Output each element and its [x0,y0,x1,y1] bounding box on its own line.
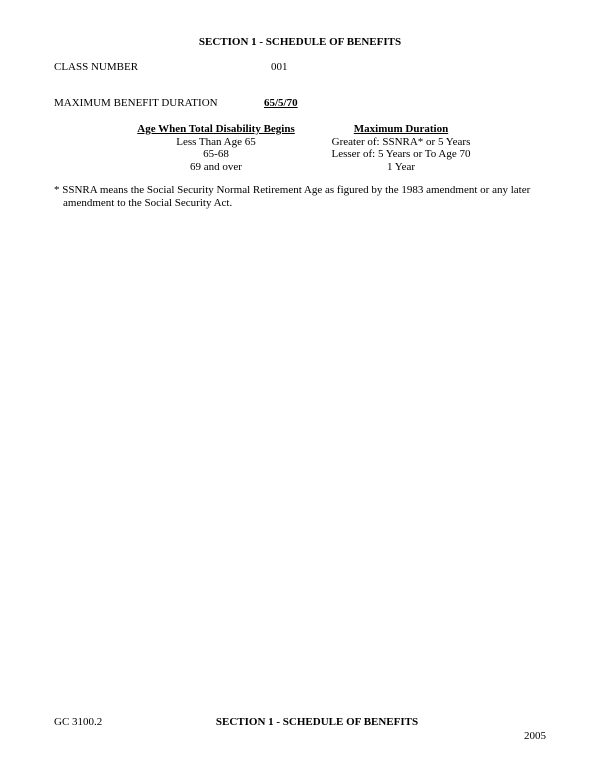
maximum-benefit-duration-value: 65/5/70 [264,97,298,109]
ssnra-footnote [54,184,544,209]
age-column [108,123,324,173]
class-number-label: CLASS NUMBER [54,61,139,73]
duration-cell: 1 Year [386,160,416,173]
footer-form-number: GC 3100.2 [54,716,103,728]
duration-cell: Greater of: SSNRA* or 5 Years [331,135,471,148]
maximum-benefit-duration-label: MAXIMUM BENEFIT DURATION [54,97,218,109]
duration-column [316,123,486,173]
age-column-header: Age When Total Disability Begins [137,123,295,135]
footnote-line: amendment to the Social Security Act. [63,196,233,209]
footer-year: 2005 [524,730,546,742]
page-title: SECTION 1 - SCHEDULE OF BENEFITS [198,36,402,48]
age-cell: Less Than Age 65 [176,135,256,148]
footer-title: SECTION 1 - SCHEDULE OF BENEFITS [215,716,419,728]
duration-cell: Lesser of: 5 Years or To Age 70 [331,148,471,160]
age-cell: 69 and over [190,160,242,173]
duration-column-header: Maximum Duration [353,123,449,135]
footnote-line: * SSNRA means the Social Security Normal Retirement Age as figured by the 1983 amendment or any later [54,184,531,196]
age-cell: 65-68 [203,148,229,160]
class-number-value: 001 [271,61,288,73]
